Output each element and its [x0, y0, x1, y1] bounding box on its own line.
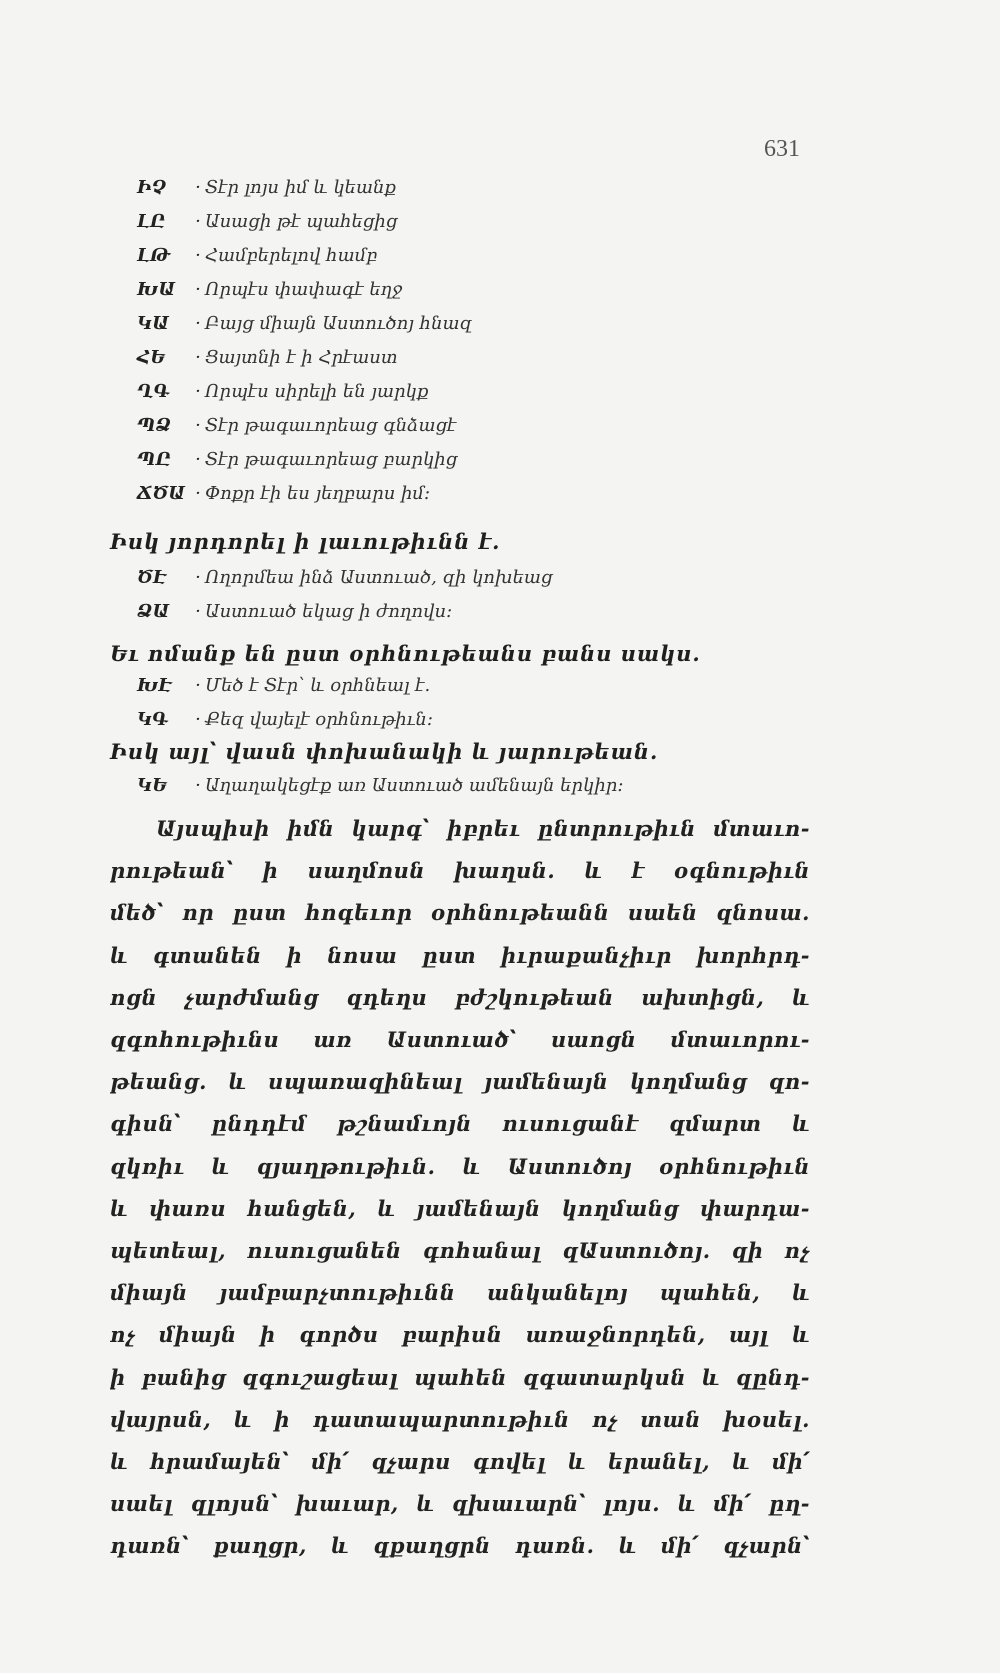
verse-line: ԻՉ · Տէր լոյս իմ և կեանք: [137, 177, 396, 198]
verse-text: Աղաղակեցէք առ Աստուած ամենայն երկիր։: [205, 775, 624, 796]
paragraph-line: ոչ միայն ի գործս բարիսն առաջնորդեն, այլ և: [110, 1322, 810, 1348]
verse-number: ԼԹ: [137, 245, 171, 266]
verse-number: ԿԱ: [137, 313, 170, 334]
verse-line: ԿԱ · Բայց միայն Աստուծոյ հնազ: [137, 313, 473, 334]
verse-number: ԽԷ: [137, 675, 172, 696]
verse-text: Աստուած եկաց ի ժողովս։: [205, 601, 453, 622]
section-heading: Իսկ այլ՝ վասն փոխանակի և յարութեան.: [110, 739, 659, 764]
verse-number: ԼԸ: [137, 211, 165, 232]
verse-number: ԾԷ: [137, 567, 167, 588]
body-paragraph: [110, 808, 810, 1568]
verse-number: ՁԱ: [137, 601, 170, 622]
paragraph-line: Այսպիսի իմն կարգ՝ իբրեւ ընտրութիւն մտաւո-: [156, 816, 810, 841]
verse-text: Փոքր էի ես յեղբարս իմ։: [205, 483, 431, 504]
paragraph-line: ի բանից զգուշացեալ պահեն զգատարկսն և զընդ-: [110, 1364, 810, 1390]
verse-line: ԽԷ · Մեծ է Տէր՝ և օրհնեալ է.: [137, 675, 431, 696]
section-heading: Եւ ոմանք են ըստ օրհնութեանս բանս սակս.: [110, 641, 701, 666]
paragraph-line: և գտանեն ի նոսա ըստ իւրաքանչիւր խորհրդ-: [110, 942, 810, 968]
paragraph-line: վայրսն, և ի դատապարտութիւն ոչ տան խօսել.: [110, 1406, 810, 1432]
verse-number: ՂԳ: [137, 381, 170, 402]
verse-number: ՊԸ: [137, 449, 171, 470]
verse-text: Ցայտնի է ի Հրէաստ: [205, 347, 398, 368]
verse-line: ԿԵ · Աղաղակեցէք առ Աստուած ամենայն երկիր։: [137, 775, 624, 796]
verse-number: ԻՉ: [137, 177, 167, 198]
verse-text: Որպէս սիրելի են յարկք: [205, 381, 429, 402]
verse-number: ԿԳ: [137, 709, 169, 730]
verse-text: Տէր թագաւորեաց գնձացէ: [205, 415, 457, 436]
paragraph-line: և հրամայեն՝ մի՛ զչարս գովել և երանել, և մի՛: [110, 1449, 810, 1475]
verse-number: ՊՁ: [137, 415, 172, 436]
verse-text: Բայց միայն Աստուծոյ հնազ: [205, 313, 473, 334]
paragraph-line: զկռիւ և զյաղթութիւն. և Աստուծոյ օրհնութիւն: [110, 1153, 810, 1179]
page-number: 631: [764, 136, 800, 162]
paragraph-line: թեանց. և սպառազինեալ յամենայն կողմանց զո-: [110, 1069, 810, 1095]
paragraph-line: պետեալ, ուսուցանեն գոհանալ զԱստուծոյ. զի ոչ: [110, 1238, 810, 1264]
verse-text: Որպէս փափագէ եղջ: [205, 279, 403, 300]
verse-line: ՊՁ · Տէր թագաւորեաց գնձացէ: [137, 415, 457, 436]
verse-line: ՁԱ · Աստուած եկաց ի ժողովս։: [137, 601, 453, 622]
section-heading: Իսկ յորդորել ի լաւութիւնն է.: [110, 529, 501, 554]
paragraph-line: զգոհութիւնս առ Աստուած՝ սաոցն մտաւորու-: [110, 1027, 810, 1053]
verse-text: Տէր թագաւորեաց բարկից: [205, 449, 458, 470]
verse-line: ՂԳ · Որպէս սիրելի են յարկք: [137, 381, 429, 402]
verse-text: Քեզ վայելէ օրհնութիւն։: [205, 709, 433, 730]
paragraph-line: րութեան՝ ի սաղմոսն խաղսն. և է օգնութիւն: [110, 858, 810, 884]
verse-line: ԽԱ · Որպէս փափագէ եղջ: [137, 279, 403, 300]
verse-number: ԿԵ: [137, 775, 167, 796]
verse-number: ԽԱ: [137, 279, 176, 300]
verse-line: ՊԸ · Տէր թագաւորեաց բարկից: [137, 449, 458, 470]
paragraph-line: և փառս հանցեն, և յամենայն կողմանց փարդա-: [110, 1195, 810, 1221]
verse-line: ՃԾԱ · Փոքր էի ես յեղբարս իմ։: [137, 483, 431, 504]
paragraph-line: մեծ՝ որ ըստ հոգեւոր օրհնութեանն սաեն զնոսա.: [110, 900, 810, 926]
verse-line: ԾԷ · Ողորմեա ինձ Աստուած, զի կոխեաց: [137, 567, 553, 588]
paragraph-line: սաել զլոյսն՝ խաւար, և զխաւարն՝ լոյս. և մի՛ ըղ-: [110, 1491, 810, 1517]
verse-number: ՃԾԱ: [137, 483, 186, 504]
verse-line: ԿԳ · Քեզ վայելէ օրհնութիւն։: [137, 709, 433, 730]
paragraph-line: դառն՝ քաղցր, և զքաղցրն դառն. և մի՛ զչարն՝: [110, 1533, 810, 1559]
paragraph-line: գիսն՝ ընդդէմ թշնամւոյն ուսուցանէ զմարտ և: [110, 1111, 810, 1137]
paragraph-line: ոցն չարժմանց զդեղս բժշկութեան ախտիցն, և: [110, 984, 810, 1010]
verse-text: Ողորմեա ինձ Աստուած, զի կոխեաց: [205, 567, 553, 588]
paragraph-line: միայն յամբարչտութիւնն անկանելոյ պահեն, և: [110, 1280, 810, 1306]
verse-line: ԼԸ · Ասացի թէ պահեցից: [137, 211, 398, 232]
verse-number: ՀԵ: [137, 347, 166, 368]
verse-line: ՀԵ · Ցայտնի է ի Հրէաստ: [137, 347, 398, 368]
verse-text: Մեծ է Տէր՝ և օրհնեալ է.: [205, 675, 431, 696]
verse-text: Ասացի թէ պահեցից: [205, 211, 398, 232]
verse-text: Համբերելով համբ: [205, 245, 378, 266]
verse-text: Տէր լոյս իմ և կեանք: [205, 177, 396, 198]
verse-line: ԼԹ · Համբերելով համբ: [137, 245, 378, 266]
